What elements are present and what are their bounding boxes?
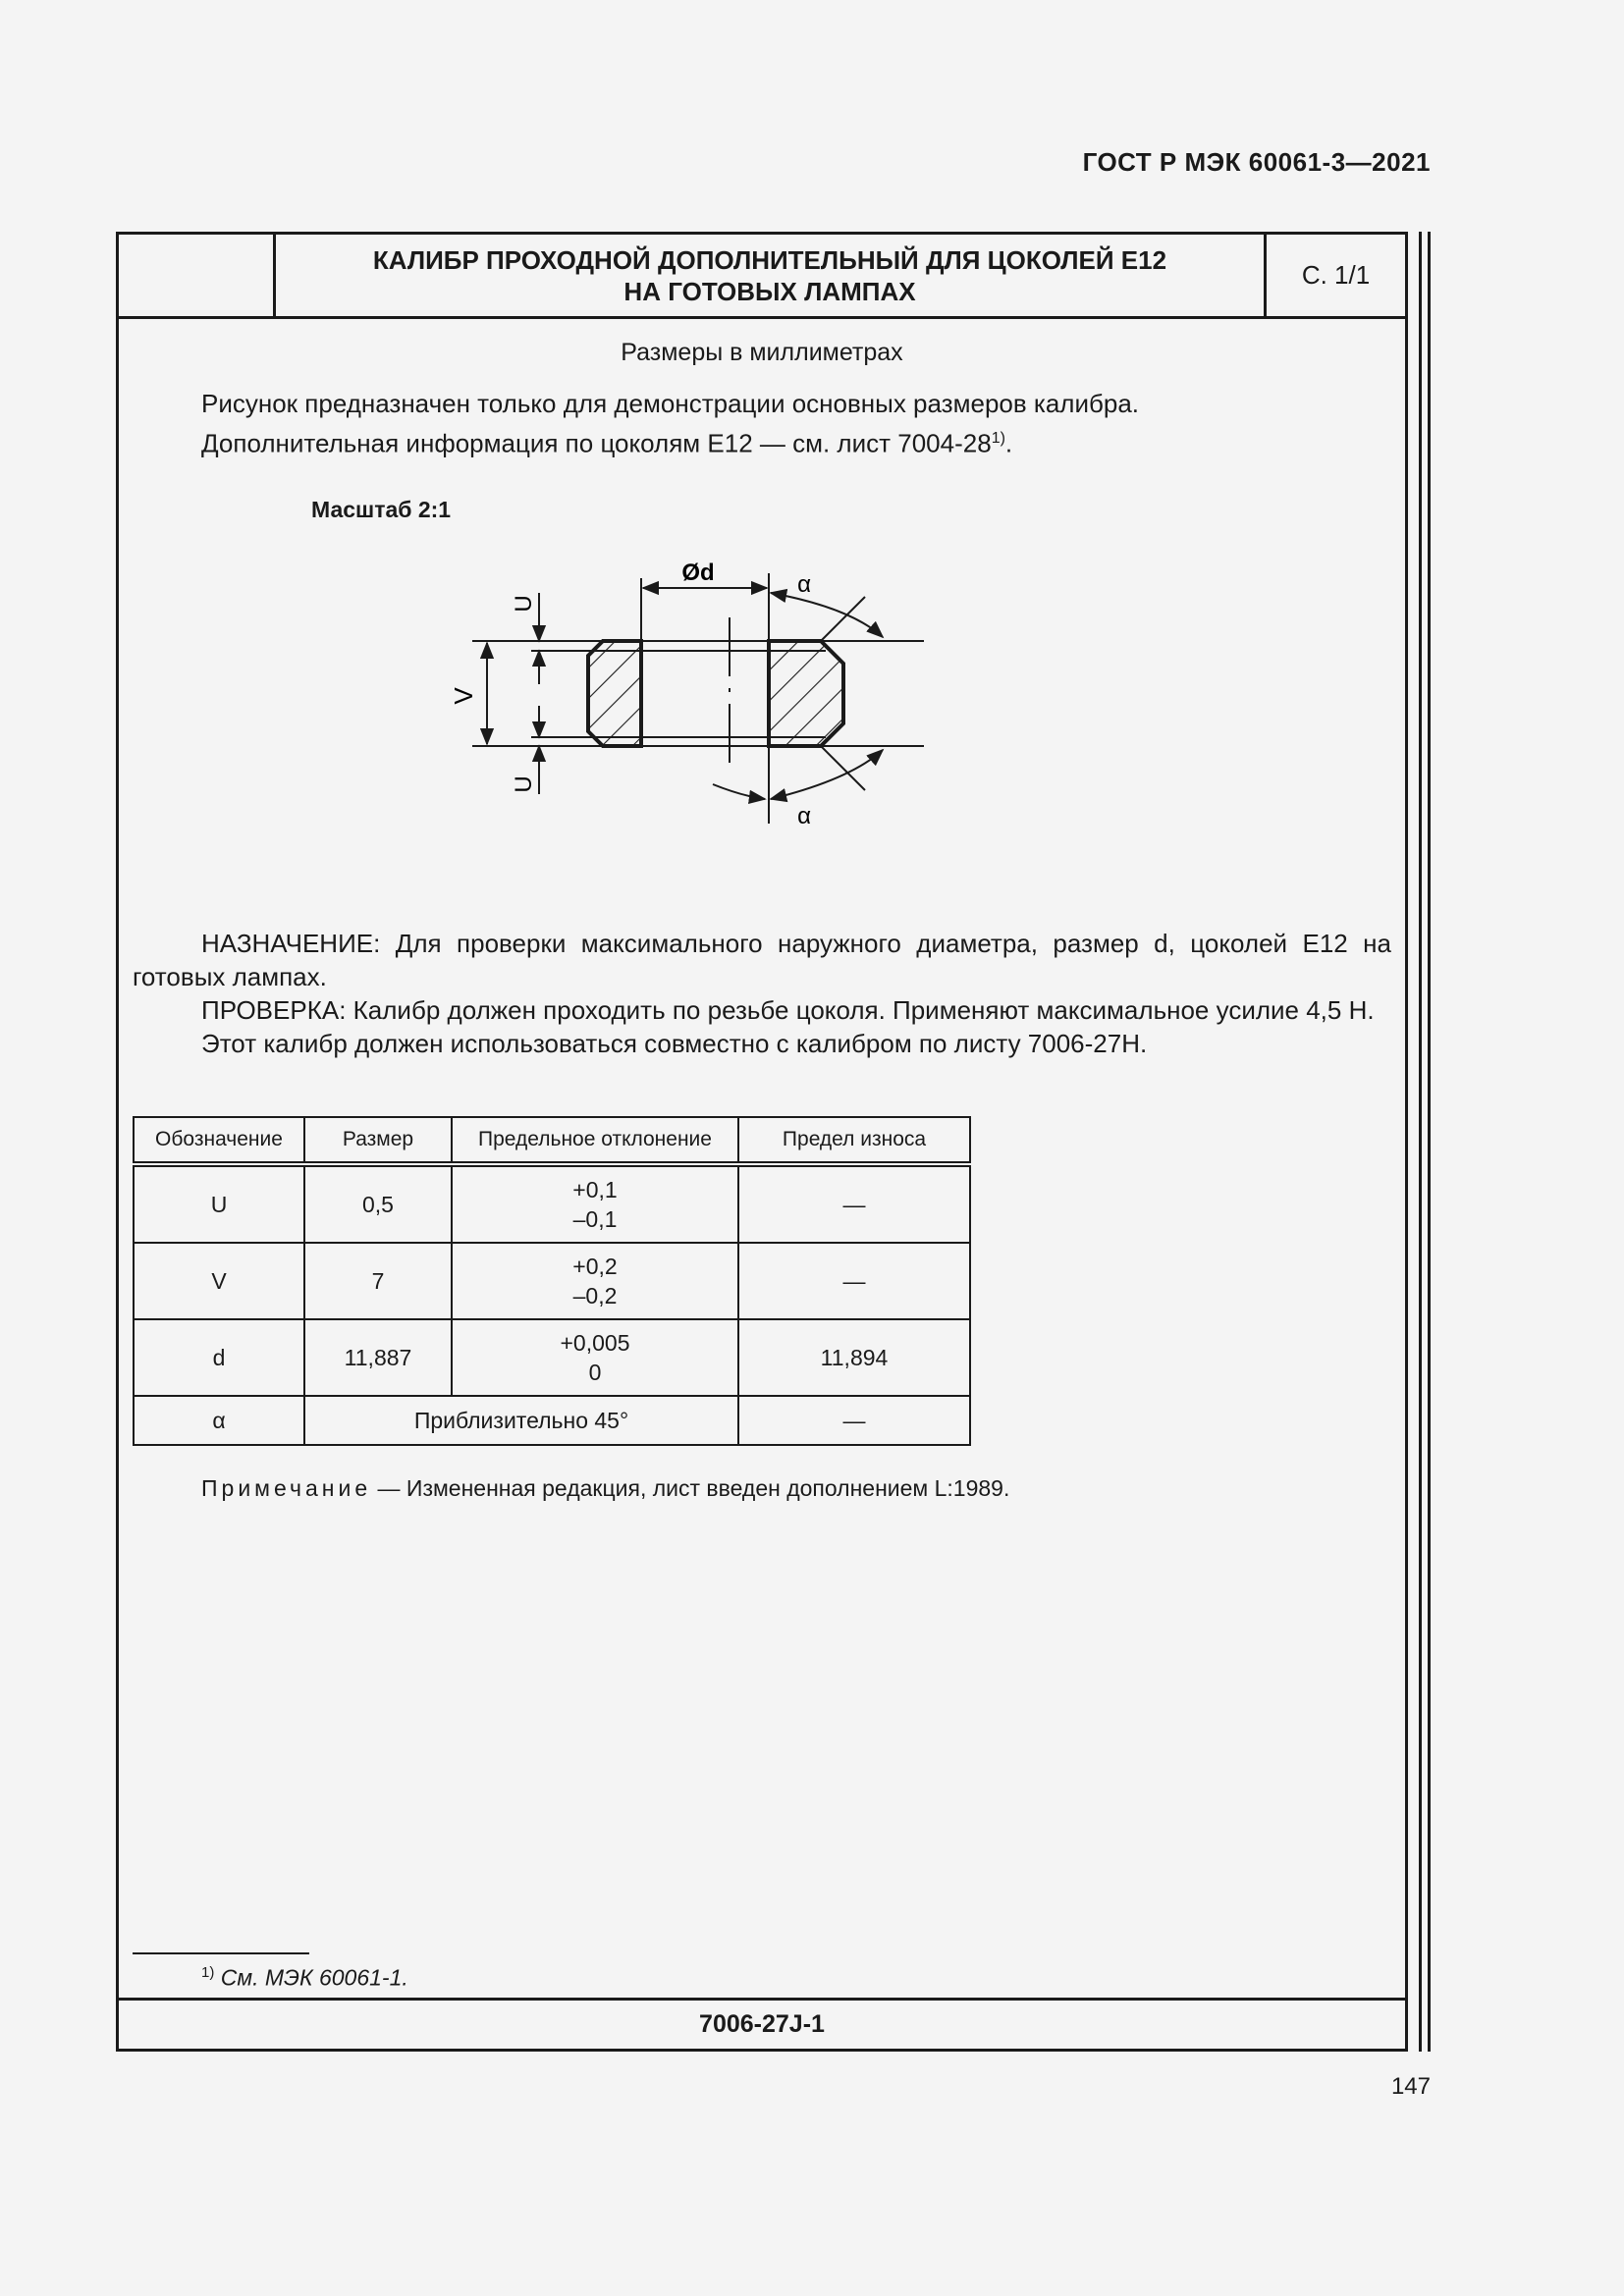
deviation-lower: –0,1 xyxy=(572,1206,618,1232)
intro-line-2-tail: . xyxy=(1004,428,1013,458)
footnote xyxy=(201,1964,408,1992)
v-dimension xyxy=(449,643,487,744)
intro-line-2-text: Дополнительная информация по цоколям Е12 — см. лист 7004-28 xyxy=(201,428,992,458)
sheet-footer xyxy=(119,1998,1405,2049)
sheet-frame xyxy=(116,232,1408,2052)
table-header-cell: Предельное отклонение xyxy=(452,1117,738,1164)
footnote-ref: 1) xyxy=(991,430,1005,447)
alpha-label-top: α xyxy=(797,571,811,598)
combined-use-paragraph: Этот калибр должен использоваться совместно с калибром по листу 7006-27Н. xyxy=(201,1029,1148,1058)
footnote-text: См. МЭК 60061-1. xyxy=(214,1964,408,1991)
table-row xyxy=(134,1243,970,1319)
deviation-cell xyxy=(452,1319,738,1396)
header-left-cell xyxy=(119,235,276,316)
u-label-bottom: U xyxy=(511,775,537,793)
note xyxy=(201,1475,1009,1502)
wear-cell: 11,894 xyxy=(738,1319,970,1396)
v-label: V xyxy=(449,687,478,705)
binding-line xyxy=(1419,232,1422,2052)
intro-line-2 xyxy=(201,421,1139,461)
dimensions-table xyxy=(133,1116,971,1446)
deviation-lower: –0,2 xyxy=(572,1283,618,1308)
table-header-cell: Предел износа xyxy=(738,1117,970,1164)
alpha-value-cell: Приблизительно 45° xyxy=(304,1396,738,1445)
size-cell: 0,5 xyxy=(304,1164,452,1243)
table-row xyxy=(134,1319,970,1396)
standard-designation: ГОСТ Р МЭК 60061-3—2021 xyxy=(1082,147,1431,177)
sheet-title-line-1: КАЛИБР ПРОХОДНОЙ ДОПОЛНИТЕЛЬНЫЙ ДЛЯ ЦОКОЛЕЙ Е12 xyxy=(372,244,1167,275)
deviation-upper: +0,1 xyxy=(572,1177,618,1202)
note-text: — Измененная редакция, лист введен дополнением L:1989. xyxy=(371,1475,1010,1501)
symbol-cell: d xyxy=(134,1319,304,1396)
sheet-page-indicator: С. 1/1 xyxy=(1301,260,1371,290)
alpha-label-bottom: α xyxy=(797,803,811,829)
symbol-cell: U xyxy=(134,1164,304,1243)
left-ring-section xyxy=(588,641,641,746)
symbol-cell: V xyxy=(134,1243,304,1319)
d-dimension xyxy=(641,560,769,824)
deviation-cell xyxy=(452,1243,738,1319)
d-label: Ød xyxy=(681,560,715,586)
symbol-cell: α xyxy=(134,1396,304,1445)
right-ring-section xyxy=(769,641,843,746)
u-dimension-bottom xyxy=(511,706,539,794)
deviation-lower: 0 xyxy=(588,1360,602,1385)
footnote-marker: 1) xyxy=(201,1964,215,1981)
check-paragraph: ПРОВЕРКА: Калибр должен проходить по резьбе цоколя. Применяют максимальное усилие 4,5 Н. xyxy=(201,995,1375,1025)
wear-cell: — xyxy=(738,1243,970,1319)
purpose-paragraph: НАЗНАЧЕНИЕ: Для проверки максимального наружного диаметра, размер d, цоколей Е12 на готовых лампах. xyxy=(133,929,1391,991)
body-text xyxy=(133,927,1391,1060)
intro-line-1: Рисунок предназначен только для демонстрации основных размеров калибра. xyxy=(201,389,1140,418)
sheet-title-line-2: НА ГОТОВЫХ ЛАМПАХ xyxy=(623,276,916,306)
table-header-cell: Обозначение xyxy=(134,1117,304,1164)
intro-text xyxy=(201,386,1139,461)
deviation-cell xyxy=(452,1164,738,1243)
sheet-code: 7006-27J-1 xyxy=(699,2010,825,2038)
units-caption: Размеры в миллиметрах xyxy=(621,339,903,366)
binding-line xyxy=(1428,232,1431,2052)
size-cell: 11,887 xyxy=(304,1319,452,1396)
scale-label: Масштаб 2:1 xyxy=(311,497,452,522)
deviation-upper: +0,005 xyxy=(560,1330,630,1356)
table-header-row xyxy=(134,1117,970,1164)
table-header-cell: Размер xyxy=(304,1117,452,1164)
wear-cell: — xyxy=(738,1396,970,1445)
sheet-header xyxy=(119,235,1405,319)
page-number: 147 xyxy=(1390,2073,1431,2100)
note-label: Примечание xyxy=(201,1475,372,1501)
table-row xyxy=(134,1164,970,1243)
sheet-title xyxy=(276,235,1267,316)
wear-cell: — xyxy=(738,1164,970,1243)
u-label-top: U xyxy=(511,595,537,613)
size-cell: 7 xyxy=(304,1243,452,1319)
gauge-drawing xyxy=(449,500,1297,873)
deviation-upper: +0,2 xyxy=(572,1254,618,1279)
u-dimension-top xyxy=(511,593,539,684)
footnote-separator xyxy=(133,1952,309,1954)
table-row xyxy=(134,1396,970,1445)
